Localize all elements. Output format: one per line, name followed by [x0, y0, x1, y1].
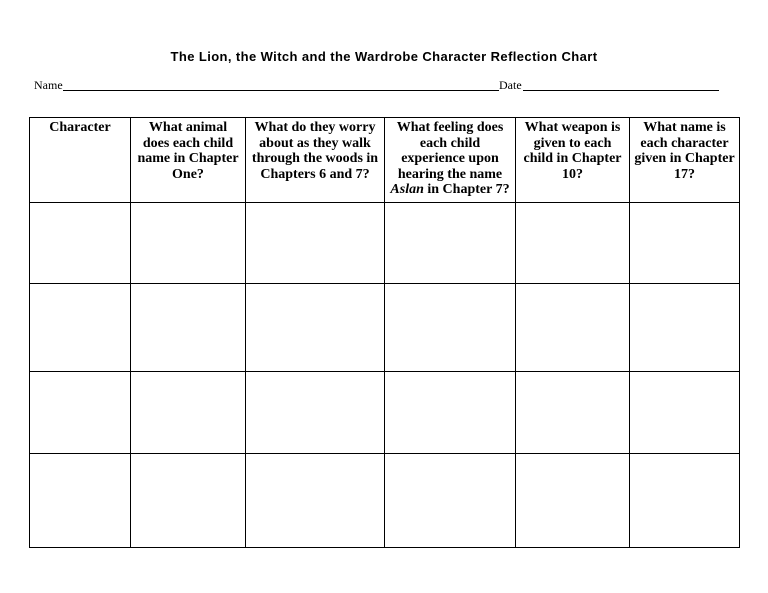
table-cell[interactable]	[516, 203, 630, 284]
aslan-italic-text: Aslan	[390, 182, 424, 198]
table-cell[interactable]	[131, 284, 246, 372]
table-row	[30, 203, 740, 284]
table-row	[30, 454, 740, 548]
table-cell[interactable]	[630, 203, 740, 284]
column-header-animal: What animal does each child name in Chapter One?	[131, 118, 246, 203]
table-cell[interactable]	[30, 203, 131, 284]
page-title: The Lion, the Witch and the Wardrobe Character Reflection Chart	[170, 49, 598, 64]
name-field[interactable]	[63, 90, 499, 91]
table-cell[interactable]	[246, 203, 385, 284]
table-cell[interactable]	[630, 454, 740, 548]
date-field[interactable]	[523, 90, 719, 91]
feeling-header-text: What feeling does each child experience upon hearing the name	[396, 120, 504, 182]
name-label: Name	[34, 78, 63, 92]
table-cell[interactable]	[385, 203, 516, 284]
date-label: Date	[499, 78, 522, 92]
table-cell[interactable]	[246, 372, 385, 454]
table-cell[interactable]	[385, 284, 516, 372]
reflection-chart-table	[29, 117, 740, 548]
table-cell[interactable]	[131, 203, 246, 284]
column-header-character: Character	[30, 118, 131, 203]
table-cell[interactable]	[516, 454, 630, 548]
table-cell[interactable]	[385, 372, 516, 454]
table-row	[30, 372, 740, 454]
table-cell[interactable]	[246, 454, 385, 548]
table-cell[interactable]	[630, 372, 740, 454]
table-cell[interactable]	[630, 284, 740, 372]
feeling-header-text-end: in Chapter 7?	[427, 182, 510, 198]
column-header-feeling	[385, 118, 516, 203]
table-cell[interactable]	[385, 454, 516, 548]
table-cell[interactable]	[30, 454, 131, 548]
table-cell[interactable]	[246, 284, 385, 372]
table-cell[interactable]	[131, 454, 246, 548]
table-cell[interactable]	[131, 372, 246, 454]
column-header-weapon: What weapon is given to each child in Chapter 10?	[516, 118, 630, 203]
table-header-row	[30, 118, 740, 203]
table-cell[interactable]	[30, 284, 131, 372]
table-cell[interactable]	[30, 372, 131, 454]
table-cell[interactable]	[516, 372, 630, 454]
column-header-name: What name is each character given in Chapter 17?	[630, 118, 740, 203]
column-header-worry: What do they worry about as they walk through the woods in Chapters 6 and 7?	[246, 118, 385, 203]
name-date-line	[34, 78, 734, 96]
table-row	[30, 284, 740, 372]
table-cell[interactable]	[516, 284, 630, 372]
